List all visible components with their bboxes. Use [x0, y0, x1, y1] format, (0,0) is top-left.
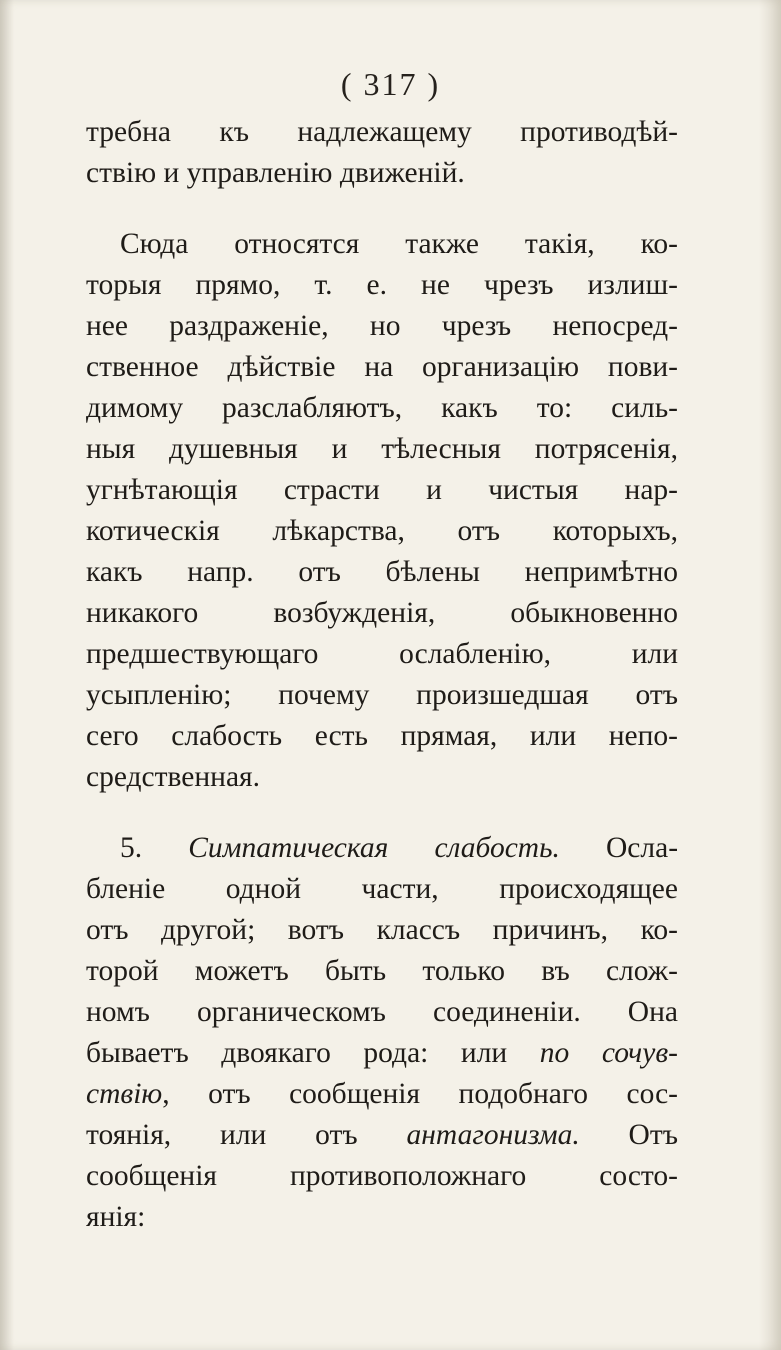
text-line: предшествующаго ослабленію, или [86, 638, 678, 670]
text-line: отъ другой; вотъ классъ причинъ, ко- [86, 914, 678, 946]
text-line [86, 1033, 678, 1074]
text-line: номъ органическомъ соединеніи. Она [86, 996, 678, 1028]
paragraph-continuation [86, 112, 678, 194]
text-fragment: Отъ [628, 1119, 678, 1151]
text-line: димому разслабляютъ, какъ то: силь- [86, 392, 678, 424]
text-line: угнѣтающія страсти и чистыя нар- [86, 474, 678, 506]
text-line: средственная. [86, 761, 261, 793]
text-line: требна къ надлежащему противодѣй- [86, 116, 678, 148]
italic-term: антагонизма. [406, 1119, 580, 1151]
text-line: Сюда относятся также такія, ко- [120, 228, 678, 260]
page-number: ( 317 ) [340, 66, 441, 102]
page-edge [759, 0, 781, 1350]
paragraph [86, 224, 678, 798]
text-line: усыпленію; почему произшедшая отъ [86, 679, 678, 711]
text-line: сообщенія противоположнаго состо- [86, 1160, 678, 1192]
text-line: бленіе одной части, происходящее [86, 873, 678, 905]
text-line [86, 1074, 678, 1115]
text-fragment: , отъ сообщенія подобнаго сос- [162, 1078, 678, 1110]
text-line: нее раздраженіе, но чрезъ непосред- [86, 310, 678, 342]
text-line: никакого возбужденія, обыкновенно [86, 597, 678, 629]
text-line: котическія лѣкарства, отъ которыхъ, [86, 515, 678, 547]
text-line: ныя душевныя и тѣлесныя потрясенія, [86, 433, 678, 465]
text-fragment: тоянія, или отъ [86, 1119, 358, 1151]
text-line: торой можетъ быть только въ слож- [86, 955, 678, 987]
text-line: ственное дѣйствіе на организацію пови- [86, 351, 678, 383]
page-spine-shadow [0, 0, 14, 1350]
text-line: сего слабость есть прямая, или непо- [86, 720, 678, 752]
paragraph-section-5 [86, 828, 678, 1238]
text-line: янія: [86, 1201, 146, 1233]
text-line: ствію и управленію движеній. [86, 157, 465, 189]
text-line [86, 1115, 678, 1156]
text-line: какъ напр. отъ бѣлены непримѣтно [86, 556, 678, 588]
body-text [86, 112, 678, 1238]
text-fragment: бываетъ двоякаго рода: или [86, 1037, 508, 1069]
italic-term: по сочув- [539, 1037, 678, 1069]
italic-term: ствію [86, 1078, 163, 1110]
text-line: торыя прямо, т. е. не чрезъ излиш- [86, 269, 678, 301]
text-fragment: Осла- [605, 832, 679, 864]
section-title: Симпатическая слабость. [188, 832, 560, 864]
section-heading-line [86, 828, 678, 869]
section-number: 5. [120, 832, 143, 864]
